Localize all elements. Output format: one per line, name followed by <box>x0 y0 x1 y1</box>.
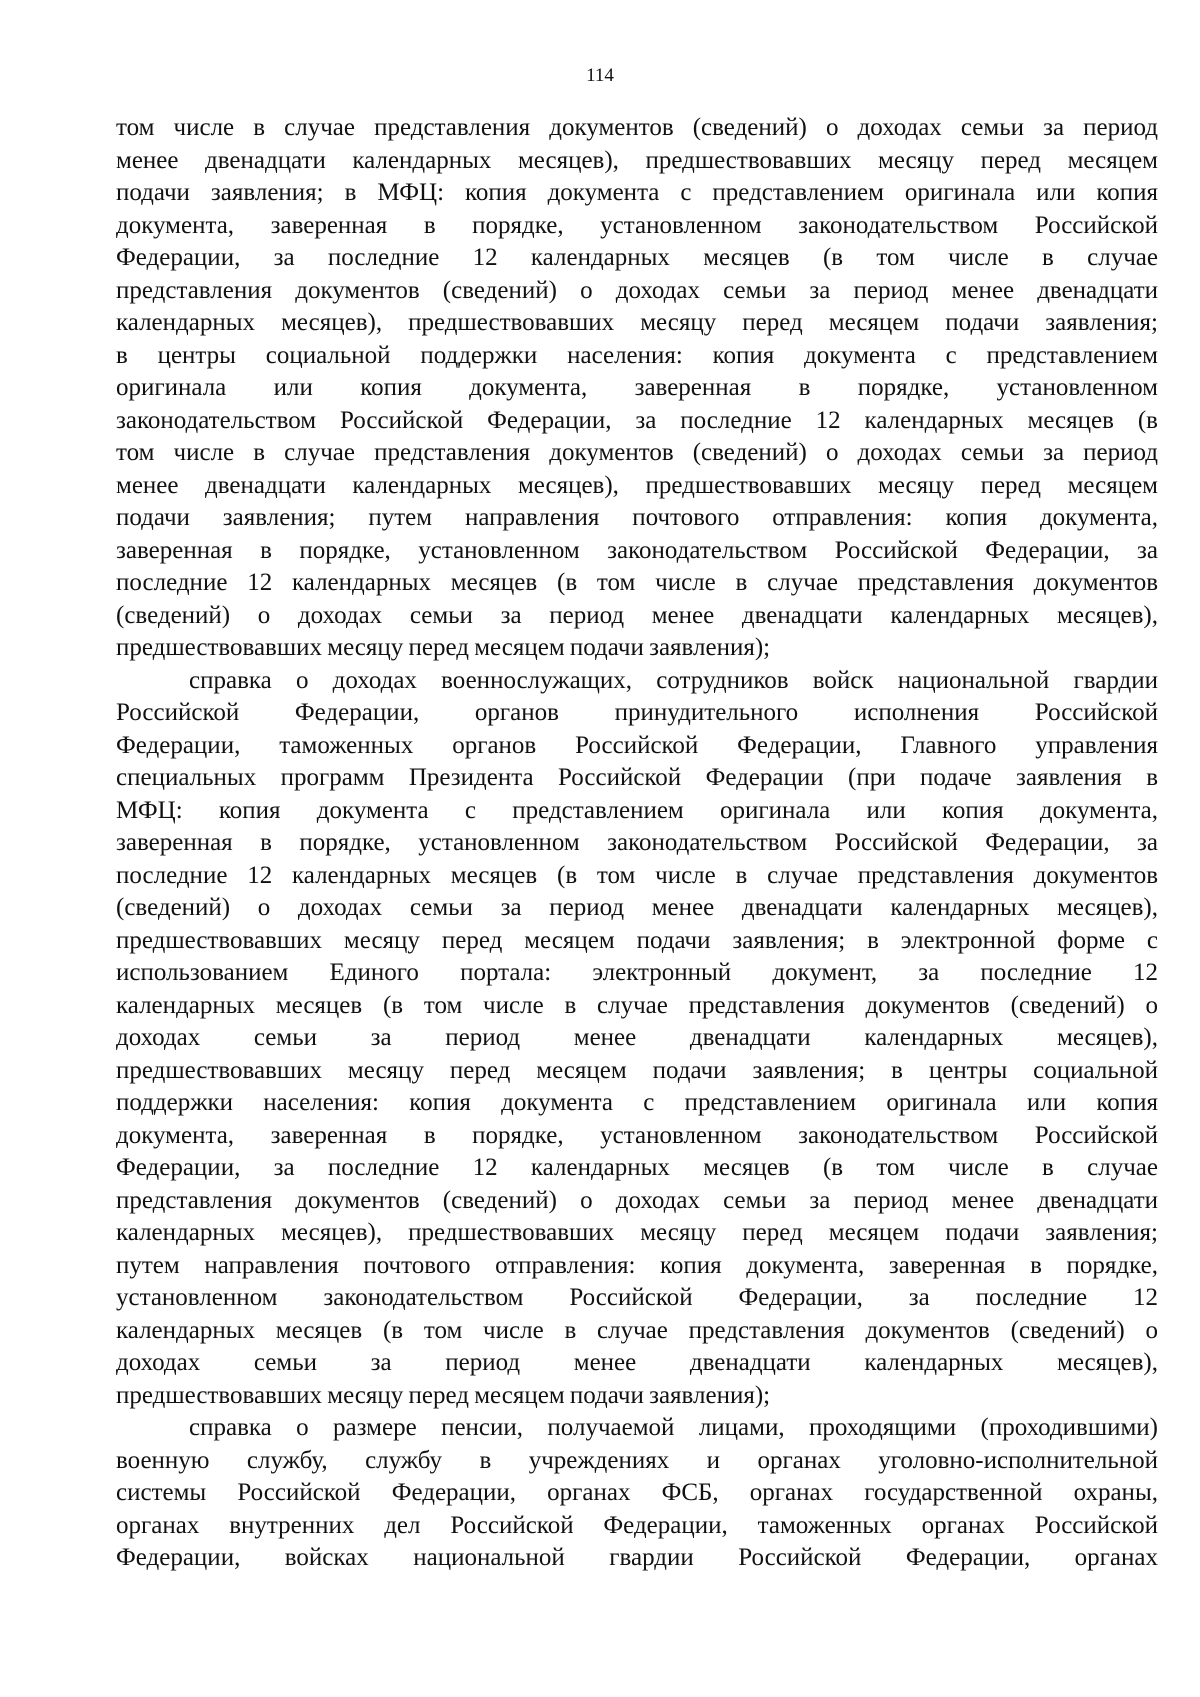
text-line: в центры социальной поддержки населения: копия документа с представлением <box>116 341 1158 369</box>
text-line: подачи заявления; путем направления почтового отправления: копия документа, <box>116 504 1158 531</box>
text-line: подачи заявления; в МФЦ: копия документа с представлением оригинала или копия <box>116 179 1158 206</box>
document-body <box>116 112 1158 1575</box>
text-line: представления документов (сведений) о доходах семьи за период менее двенадцати <box>116 1186 1158 1214</box>
text-line: календарных месяцев), предшествовавших месяцу перед месяцем подачи заявления; <box>116 309 1158 336</box>
text-line: последние 12 календарных месяцев (в том числе в случае представления документов <box>116 861 1158 889</box>
paragraph-first-line: справка о размере пенсии, получаемой лицами, проходящими (проходившими) <box>189 1414 1158 1441</box>
text-line: Федерации, войсках национальной гвардии Российской Федерации, органах <box>116 1544 1158 1571</box>
text-line: том числе в случае представления документов (сведений) о доходах семьи за период <box>116 114 1158 141</box>
text-line: органах внутренних дел Российской Федерации, таможенных органах Российской <box>116 1511 1158 1539</box>
text-line: менее двенадцати календарных месяцев), предшествовавших месяцу перед месяцем <box>116 146 1158 174</box>
text-line: (сведений) о доходах семьи за период менее двенадцати календарных месяцев), <box>116 894 1158 921</box>
text-line: документа, заверенная в порядке, установленном законодательством Российской <box>116 211 1158 239</box>
text-line: Федерации, таможенных органов Российской Федерации, Главного управления <box>116 731 1158 759</box>
text-line: предшествовавших месяцу перед месяцем подачи заявления); <box>116 1381 771 1409</box>
text-line: доходах семьи за период менее двенадцати календарных месяцев), <box>116 1024 1158 1051</box>
text-line: системы Российской Федерации, органах ФСБ, органах государственной охраны, <box>116 1479 1158 1506</box>
text-line: специальных программ Президента Российской Федерации (при подаче заявления в <box>116 764 1158 791</box>
text-line: календарных месяцев (в том числе в случае представления документов (сведений) о <box>116 991 1158 1019</box>
paragraph-first-line: справка о доходах военнослужащих, сотрудников войск национальной гвардии <box>189 666 1158 694</box>
text-line: представления документов (сведений) о доходах семьи за период менее двенадцати <box>116 276 1158 304</box>
text-line: доходах семьи за период менее двенадцати календарных месяцев), <box>116 1349 1158 1376</box>
text-line: предшествовавших месяцу перед месяцем подачи заявления; в электронной форме с <box>116 926 1158 954</box>
text-line: Российской Федерации, органов принудительного исполнения Российской <box>116 699 1158 726</box>
text-line: (сведений) о доходах семьи за период менее двенадцати календарных месяцев), <box>116 601 1158 629</box>
text-line: предшествовавших месяцу перед месяцем подачи заявления; в центры социальной <box>116 1056 1158 1084</box>
page-number: 114 <box>586 65 614 86</box>
text-line: заверенная в порядке, установленном законодательством Российской Федерации, за <box>116 536 1158 564</box>
text-line: МФЦ: копия документа с представлением оригинала или копия документа, <box>116 796 1158 824</box>
text-line: путем направления почтового отправления: копия документа, заверенная в порядке, <box>116 1251 1158 1279</box>
text-line: Федерации, за последние 12 календарных месяцев (в том числе в случае <box>116 1154 1158 1181</box>
text-line: военную службу, службу в учреждениях и органах уголовно-исполнительной <box>116 1446 1158 1474</box>
text-line: документа, заверенная в порядке, установленном законодательством Российской <box>116 1121 1158 1149</box>
text-line: поддержки населения: копия документа с представлением оригинала или копия <box>116 1089 1158 1116</box>
text-line: законодательством Российской Федерации, за последние 12 календарных месяцев (в <box>116 406 1158 434</box>
text-line: использованием Единого портала: электронный документ, за последние 12 <box>116 959 1158 986</box>
text-line: предшествовавших месяцу перед месяцем подачи заявления); <box>116 634 771 661</box>
text-line: том числе в случае представления документов (сведений) о доходах семьи за период <box>116 439 1158 466</box>
text-line: оригинала или копия документа, заверенная в порядке, установленном <box>116 374 1158 401</box>
text-line: календарных месяцев (в том числе в случае представления документов (сведений) о <box>116 1316 1158 1344</box>
text-line: календарных месяцев), предшествовавших месяцу перед месяцем подачи заявления; <box>116 1219 1158 1246</box>
text-line: заверенная в порядке, установленном законодательством Российской Федерации, за <box>116 829 1158 856</box>
text-line: менее двенадцати календарных месяцев), предшествовавших месяцу перед месяцем <box>116 471 1158 499</box>
text-line: последние 12 календарных месяцев (в том числе в случае представления документов <box>116 569 1158 596</box>
text-line: Федерации, за последние 12 календарных месяцев (в том числе в случае <box>116 244 1158 271</box>
text-line: установленном законодательством Российской Федерации, за последние 12 <box>116 1284 1158 1311</box>
